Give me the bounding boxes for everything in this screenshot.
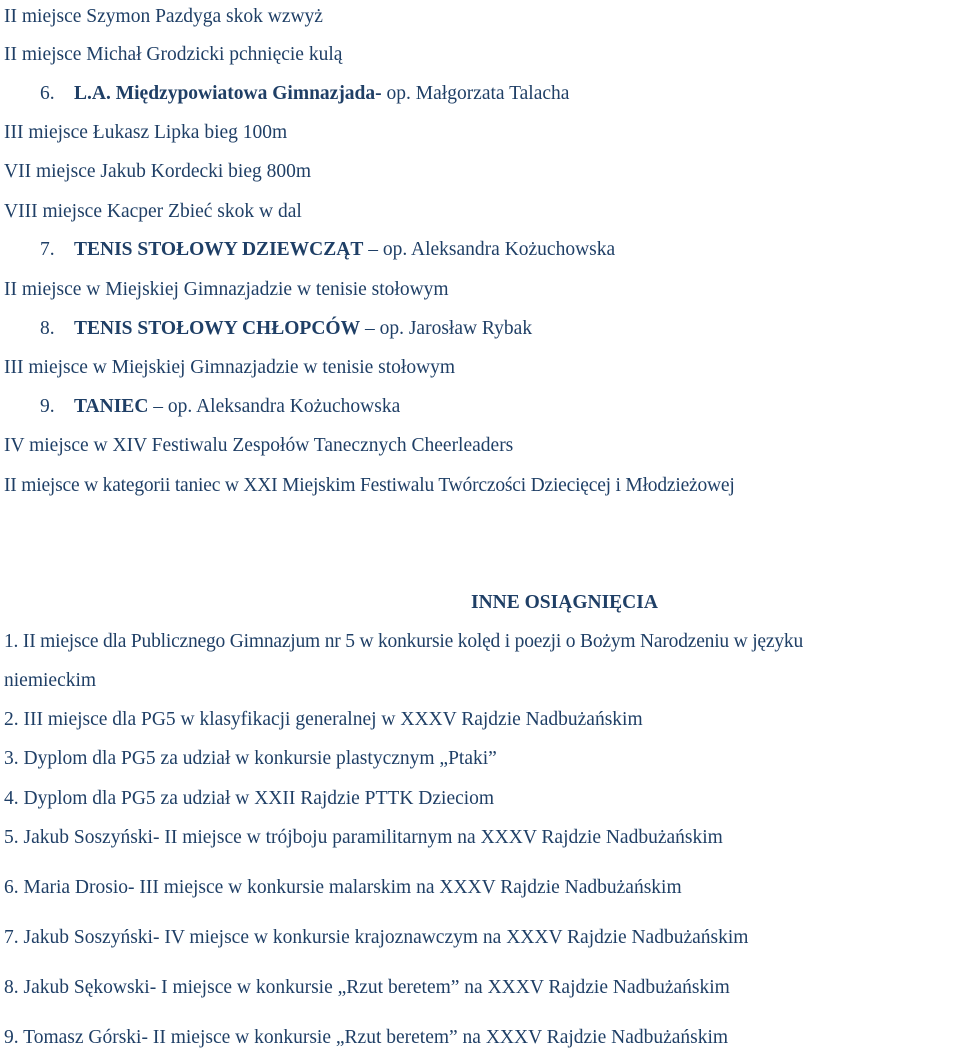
item-coach: op. Małgorzata Talacha <box>381 83 570 104</box>
result-line: II miejsce w Miejskiej Gimnazjadzie w tenisie stołowym <box>4 279 449 300</box>
result-line: VIII miejsce Kacper Zbieć skok w dal <box>4 201 302 222</box>
result-line: III miejsce Łukasz Lipka bieg 100m <box>4 122 288 143</box>
section-item-7 <box>40 238 615 262</box>
item-title: L.A. Międzypowiatowa Gimnazjada- <box>74 83 382 104</box>
result-line: III miejsce w Miejskiej Gimnazjadzie w tenisie stołowym <box>4 357 456 378</box>
section-item-9 <box>40 395 400 419</box>
achievement-item: 5. Jakub Soszyński- II miejsce w trójboju paramilitarnym na XXXV Rajdzie Nadbużańskim <box>4 827 723 848</box>
item-title: TENIS STOŁOWY CHŁOPCÓW <box>74 318 361 339</box>
item-coach: – op. Jarosław Rybak <box>360 318 533 339</box>
item-coach: – op. Aleksandra Kożuchowska <box>148 396 401 417</box>
section-item-6 <box>40 82 569 106</box>
achievement-item: 1. II miejsce dla Publicznego Gimnazjum nr 5 w konkursie kolęd i poezji o Bożym Narodzeniu w języku <box>4 631 803 652</box>
achievement-item: 8. Jakub Sękowski- I miejsce w konkursie „Rzut beretem” na XXXV Rajdzie Nadbużańskim <box>4 977 730 998</box>
result-line: IV miejsce w XIV Festiwalu Zespołów Tanecznych Cheerleaders <box>4 435 514 456</box>
item-number: 7. <box>40 239 55 260</box>
section-heading: INNE OSIĄGNIĘCIA <box>471 592 658 613</box>
achievement-item: 3. Dyplom dla PG5 za udział w konkursie plastycznym „Ptaki” <box>4 748 497 769</box>
achievement-item: 9. Tomasz Górski- II miejsce w konkursie „Rzut beretem” na XXXV Rajdzie Nadbużańskim <box>4 1027 729 1048</box>
item-number: 6. <box>40 83 55 104</box>
achievement-item: 4. Dyplom dla PG5 za udział w XXII Rajdzie PTTK Dzieciom <box>4 788 495 809</box>
item-title: TANIEC <box>74 396 149 417</box>
item-number: 8. <box>40 318 55 339</box>
result-line: II miejsce Michał Grodzicki pchnięcie kulą <box>4 44 343 65</box>
item-coach: – op. Aleksandra Kożuchowska <box>363 239 616 260</box>
item-title: TENIS STOŁOWY DZIEWCZĄT <box>74 239 364 260</box>
item-number: 9. <box>40 396 55 417</box>
achievement-item: 7. Jakub Soszyński- IV miejsce w konkursie krajoznawczym na XXXV Rajdzie Nadbużańskim <box>4 927 749 948</box>
achievement-item-continued: niemieckim <box>4 670 97 691</box>
result-line: VII miejsce Jakub Kordecki bieg 800m <box>4 161 312 182</box>
result-line: II miejsce Szymon Pazdyga skok wzwyż <box>4 6 323 27</box>
section-item-8 <box>40 317 532 341</box>
achievement-item: 6. Maria Drosio- III miejsce w konkursie malarskim na XXXV Rajdzie Nadbużańskim <box>4 877 682 898</box>
result-line: II miejsce w kategorii taniec w XXI Miejskim Festiwalu Twórczości Dziecięcej i Młodzieżowej <box>4 475 735 496</box>
achievement-item: 2. III miejsce dla PG5 w klasyfikacji generalnej w XXXV Rajdzie Nadbużańskim <box>4 709 643 730</box>
